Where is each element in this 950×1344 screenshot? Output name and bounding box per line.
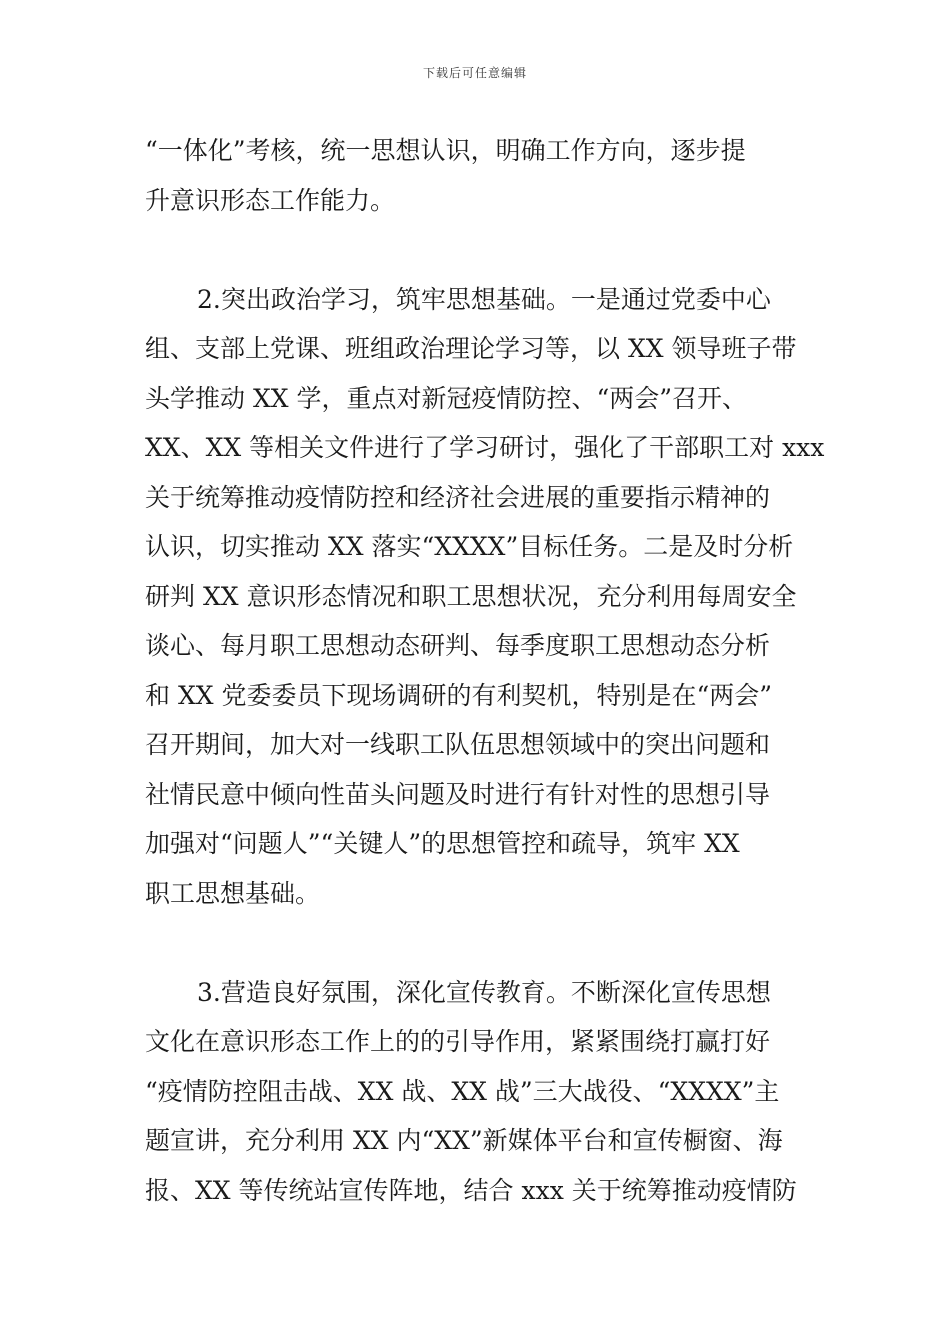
text-line: “一体化”考核，统一思想认识，明确工作方向，逐步提 xyxy=(145,136,746,165)
paragraph-3 xyxy=(145,968,815,1216)
text-line: 职工思想基础。 xyxy=(145,878,321,908)
text-line: 认识，切实推动 XX 落实“XXXX”目标任务。二是及时分析 xyxy=(145,532,794,561)
text-line: 报、XX 等传统站宣传阵地，结合 xxx 关于统筹推动疫情防 xyxy=(145,1175,797,1205)
text-line: 组、支部上党课、班组政治理论学习等，以 XX 领导班子带 xyxy=(145,334,797,363)
paragraph-1 xyxy=(145,126,815,225)
paragraph-gap xyxy=(145,918,815,968)
text-line: 研判 XX 意识形态情况和职工思想状况，充分利用每周安全 xyxy=(145,581,797,611)
document-body xyxy=(145,126,825,1215)
text-line: 文化在意识形态工作上的的引导作用，紧紧围绕打赢打好 xyxy=(145,1027,771,1056)
text-line: 3.营造良好氛围，深化宣传教育。不断深化宣传思想 xyxy=(197,977,771,1007)
text-line: 和 XX 党委委员下现场调研的有利契机，特别是在“两会” xyxy=(145,680,773,710)
paragraph-2 xyxy=(145,275,825,919)
text-line: 题宣讲，充分利用 XX 内“XX”新媒体平台和宣传橱窗、海 xyxy=(145,1126,783,1155)
text-line: 关于统筹推动疫情防控和经济社会进展的重要指示精神的 xyxy=(145,482,771,512)
text-line: XX、XX 等相关文件进行了学习研讨，强化了干部职工对 xxx xyxy=(145,433,825,462)
text-line: “疫情防控阻击战、XX 战、XX 战”三大战役、“XXXX”主 xyxy=(145,1076,780,1106)
text-line: 加强对“问题人”“关键人”的思想管控和疏导，筑牢 XX xyxy=(145,829,740,858)
paragraph-gap xyxy=(145,225,815,275)
text-line: 头学推动 XX 学，重点对新冠疫情防控、“两会”召开、 xyxy=(145,383,748,413)
page-header: 下载后可任意编辑 xyxy=(422,66,527,80)
text-line: 升意识形态工作能力。 xyxy=(145,185,396,215)
text-line: 2.突出政治学习，筑牢思想基础。一是通过党委中心 xyxy=(197,284,771,314)
text-line: 谈心、每月职工思想动态研判、每季度职工思想动态分析 xyxy=(145,631,771,660)
text-line: 召开期间，加大对一线职工队伍思想领域中的突出问题和 xyxy=(145,730,771,759)
text-line: 社情民意中倾向性苗头问题及时进行有针对性的思想引导 xyxy=(145,779,771,809)
